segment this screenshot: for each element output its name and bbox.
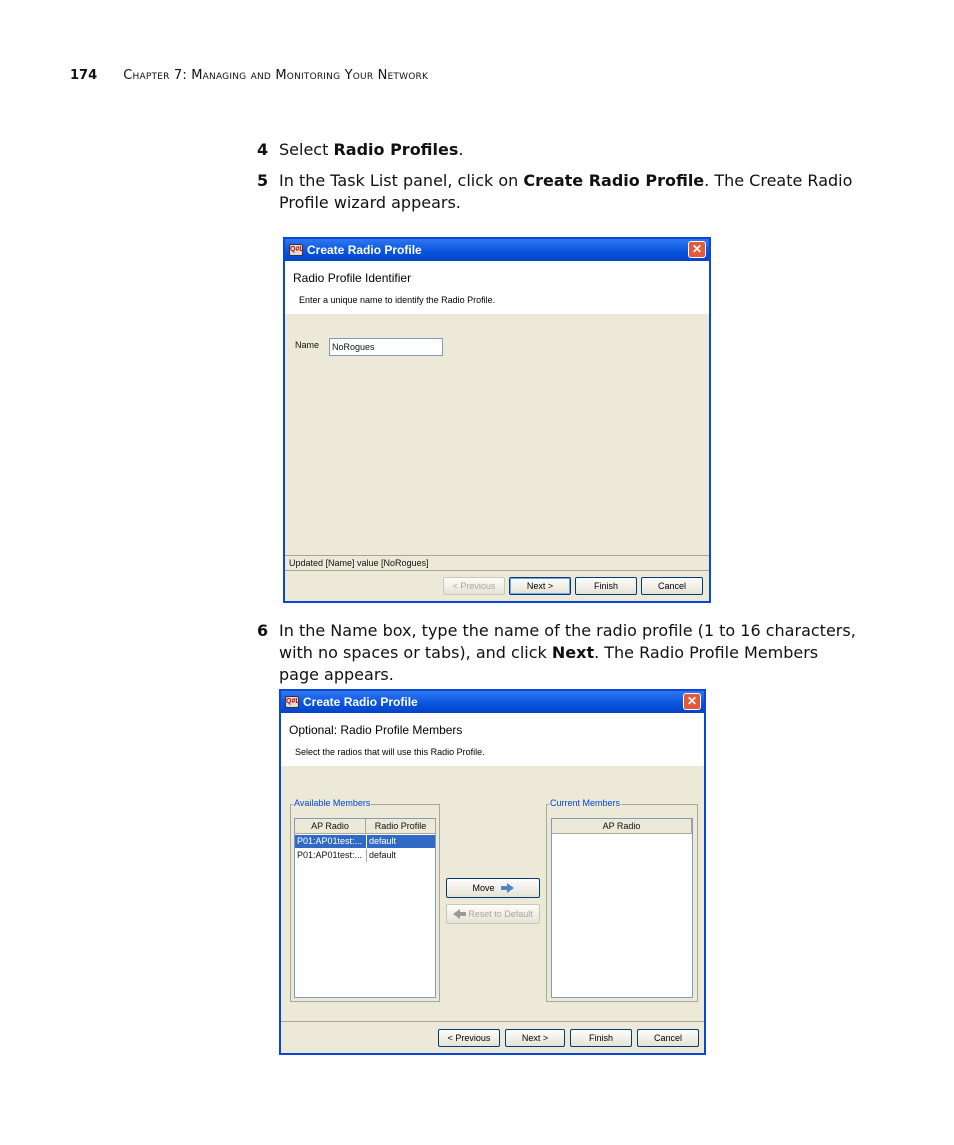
page-number: 174 xyxy=(70,68,98,83)
available-members-table[interactable] xyxy=(294,818,436,998)
wizard-header xyxy=(285,261,709,314)
step-4 xyxy=(257,139,857,161)
step-text: Select xyxy=(279,140,334,159)
arrow-left-icon xyxy=(453,909,460,919)
next-button[interactable]: Next > xyxy=(505,1029,565,1047)
move-label: Move xyxy=(472,883,495,893)
next-button[interactable]: Next > xyxy=(509,577,571,595)
status-bar: Updated [Name] value [NoRogues] xyxy=(285,555,709,571)
cell-ap-radio: P01:AP01test:... xyxy=(297,836,363,846)
cancel-button[interactable]: Cancel xyxy=(641,577,703,595)
reset-label: Reset to Default xyxy=(468,909,533,919)
column-header-ap-radio[interactable]: AP Radio xyxy=(295,819,366,834)
step-number: 5 xyxy=(257,171,269,190)
close-icon[interactable]: ✕ xyxy=(683,693,701,710)
step-text: In the Name box, type the name of the radio profile (1 to 16 characters, with no spaces or tabs), and click xyxy=(279,621,856,662)
dialog-title: Create Radio Profile xyxy=(307,243,422,257)
wizard-header xyxy=(281,713,704,766)
running-head xyxy=(70,68,428,83)
current-members-group xyxy=(546,798,698,1002)
reset-to-default-button[interactable] xyxy=(446,904,540,924)
step-bold-term: Create Radio Profile xyxy=(523,171,705,190)
available-members-legend: Available Members xyxy=(294,798,371,808)
cell-ap-radio: P01:AP01test:... xyxy=(297,850,363,860)
previous-button[interactable]: < Previous xyxy=(443,577,505,595)
dialog-titlebar[interactable] xyxy=(281,691,704,713)
available-members-group xyxy=(290,798,440,1002)
wizard-subheading: Select the radios that will use this Radio Profile. xyxy=(295,747,485,757)
step-number: 6 xyxy=(257,621,269,640)
dialog-titlebar[interactable] xyxy=(285,239,709,261)
step-text: . The Radio Profile Members page appears. xyxy=(279,643,819,684)
step-5 xyxy=(257,170,857,214)
move-button[interactable] xyxy=(446,878,540,898)
finish-button[interactable]: Finish xyxy=(570,1029,632,1047)
step-number: 4 xyxy=(257,140,269,159)
step-6 xyxy=(257,620,857,686)
step-bold-term: Radio Profiles xyxy=(333,140,459,159)
dialog-title: Create Radio Profile xyxy=(303,695,418,709)
chapter-title: Chapter 7: Managing and Monitoring Your Network xyxy=(123,68,429,83)
table-row[interactable] xyxy=(295,835,435,848)
create-radio-profile-dialog-1 xyxy=(283,237,711,603)
current-members-table[interactable] xyxy=(551,818,693,998)
app-icon: Q#L xyxy=(285,696,299,708)
app-icon: Q#L xyxy=(289,244,303,256)
column-header-ap-radio[interactable]: AP Radio xyxy=(552,819,692,834)
close-icon[interactable]: ✕ xyxy=(688,241,706,258)
cell-radio-profile: default xyxy=(366,849,436,862)
step-text: . The Create Radio Profile wizard appears. xyxy=(279,171,853,212)
wizard-heading: Optional: Radio Profile Members xyxy=(289,723,463,737)
column-header-radio-profile[interactable]: Radio Profile xyxy=(366,819,436,834)
step-text: In the Task List panel, click on xyxy=(279,171,524,190)
wizard-subheading: Enter a unique name to identify the Radio Profile. xyxy=(299,295,496,305)
name-input[interactable]: NoRogues xyxy=(329,338,443,356)
step-text: . xyxy=(458,140,464,159)
cell-radio-profile: default xyxy=(366,835,436,848)
divider xyxy=(281,1021,704,1022)
step-bold-term: Next xyxy=(551,643,595,662)
cancel-button[interactable]: Cancel xyxy=(637,1029,699,1047)
previous-button[interactable]: < Previous xyxy=(438,1029,500,1047)
name-label: Name xyxy=(295,340,320,350)
current-members-legend: Current Members xyxy=(550,798,621,808)
arrow-right-icon xyxy=(507,883,514,893)
finish-button[interactable]: Finish xyxy=(575,577,637,595)
wizard-heading: Radio Profile Identifier xyxy=(293,271,412,285)
table-row[interactable] xyxy=(295,849,435,862)
create-radio-profile-dialog-2 xyxy=(279,689,706,1055)
